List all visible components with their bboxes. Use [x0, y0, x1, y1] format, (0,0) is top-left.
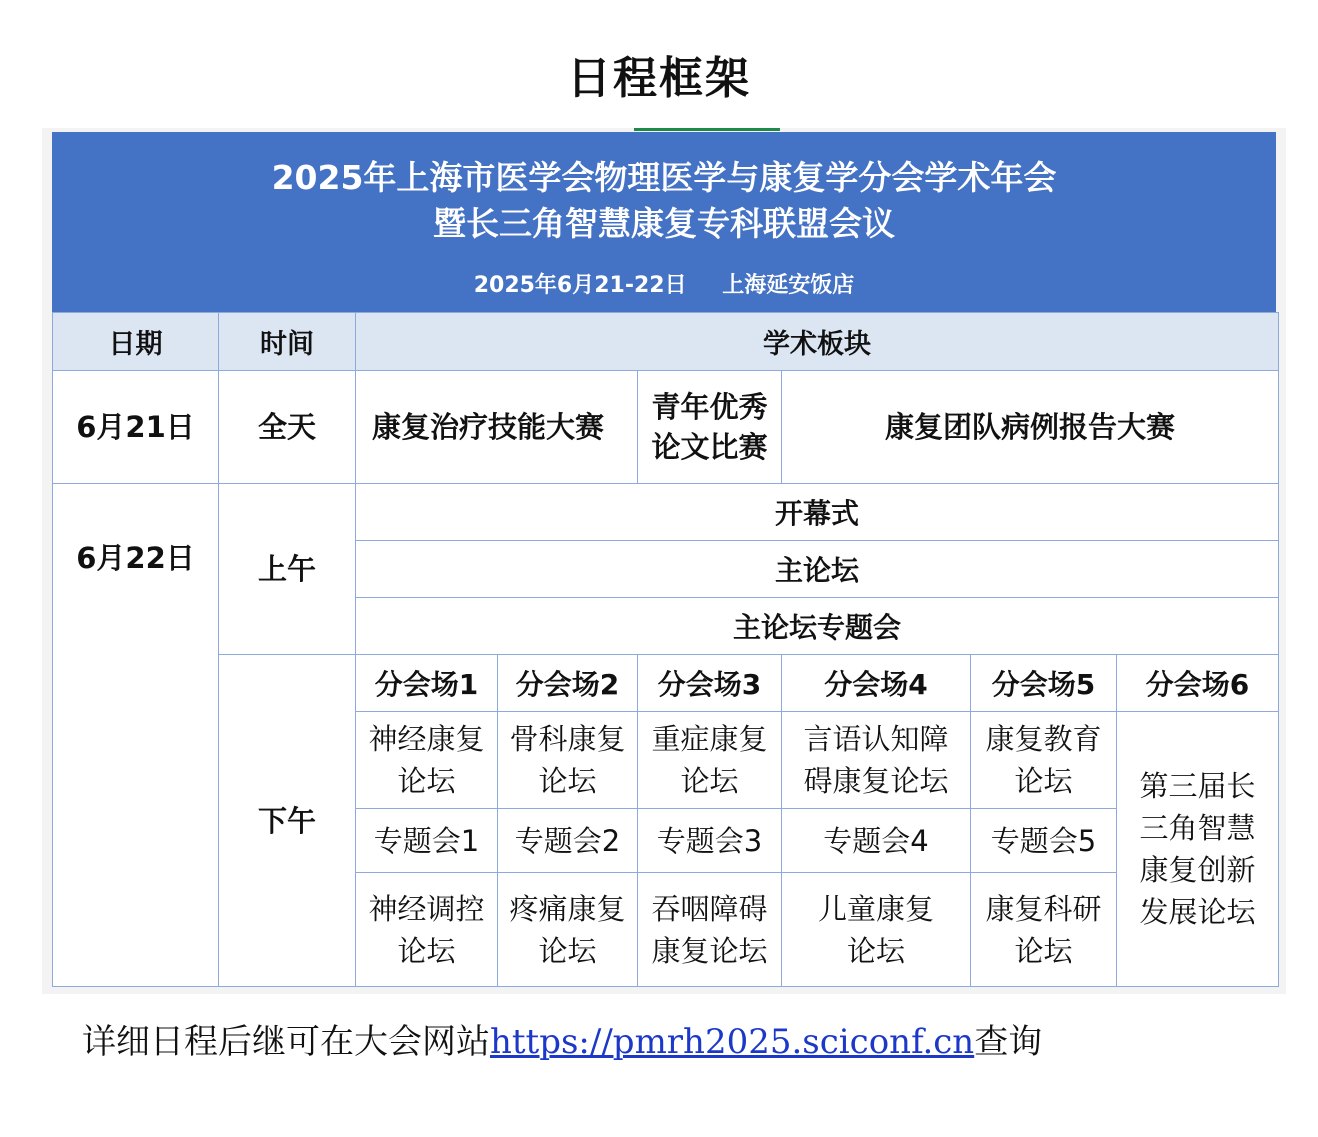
venue-5: 分会场5 — [971, 655, 1117, 712]
venue-2: 分会场2 — [498, 655, 638, 712]
main-forum-symposium: 主论坛专题会 — [356, 598, 1279, 655]
main-forum: 主论坛 — [356, 541, 1279, 598]
day1-session-1: 康复治疗技能大赛 — [356, 371, 638, 484]
forum-cell: 骨科康复论坛 — [498, 712, 638, 809]
day2-date: 6月22日 — [53, 484, 219, 987]
symposium-cell: 专题会3 — [638, 809, 782, 873]
footer-suffix: 查询 — [974, 1022, 1043, 1062]
banner-venue: 上海延安饭店 — [722, 273, 855, 298]
forum-cell: 重症康复论坛 — [638, 712, 782, 809]
morning-label: 上午 — [219, 484, 356, 655]
day1-row — [53, 371, 1279, 484]
symposium-cell: 专题会4 — [782, 809, 971, 873]
forum-cell: 言语认知障碍康复论坛 — [782, 712, 971, 809]
venue6-forum: 第三届长三角智慧康复创新发展论坛 — [1117, 712, 1279, 987]
banner-date-venue — [52, 268, 1276, 299]
day1-session-3: 康复团队病例报告大赛 — [782, 371, 1279, 484]
venue-header-row — [53, 655, 1279, 712]
header-sessions: 学术板块 — [356, 313, 1279, 371]
forum-cell: 疼痛康复论坛 — [498, 873, 638, 987]
banner-title-line1: 2025年上海市医学会物理医学与康复学分会学术年会 — [271, 158, 1057, 197]
header-date: 日期 — [53, 313, 219, 371]
opening-ceremony: 开幕式 — [356, 484, 1279, 541]
day2-morning-row-1 — [53, 484, 1279, 541]
banner-title-line2: 暨长三角智慧康复专科联盟会议 — [433, 204, 895, 243]
footer-prefix: 详细日程后继可在大会网站 — [82, 1022, 490, 1062]
forum-cell: 康复教育论坛 — [971, 712, 1117, 809]
schedule-table — [52, 312, 1279, 987]
afternoon-label: 下午 — [219, 655, 356, 987]
symposium-cell: 专题会1 — [356, 809, 498, 873]
header-time: 时间 — [219, 313, 356, 371]
symposium-cell: 专题会2 — [498, 809, 638, 873]
conference-website-link[interactable]: https://pmrh2025.sciconf.cn — [490, 1022, 975, 1062]
venue-1: 分会场1 — [356, 655, 498, 712]
banner-date: 2025年6月21-22日 — [473, 273, 687, 298]
day1-session-2: 青年优秀论文比赛 — [638, 371, 782, 484]
forum-cell: 神经调控论坛 — [356, 873, 498, 987]
page-title: 日程框架 — [567, 53, 751, 104]
day1-time: 全天 — [219, 371, 356, 484]
symposium-cell: 专题会5 — [971, 809, 1117, 873]
footer-note — [82, 1014, 1042, 1063]
venue-6: 分会场6 — [1117, 655, 1279, 712]
forum-cell: 吞咽障碍康复论坛 — [638, 873, 782, 987]
forum-cell: 神经康复论坛 — [356, 712, 498, 809]
conference-banner — [52, 132, 1276, 312]
selection-indicator — [634, 128, 780, 131]
venue-4: 分会场4 — [782, 655, 971, 712]
venue-3: 分会场3 — [638, 655, 782, 712]
forum-cell: 儿童康复论坛 — [782, 873, 971, 987]
day1-date: 6月21日 — [53, 371, 219, 484]
header-row — [53, 313, 1279, 371]
forum-cell: 康复科研论坛 — [971, 873, 1117, 987]
